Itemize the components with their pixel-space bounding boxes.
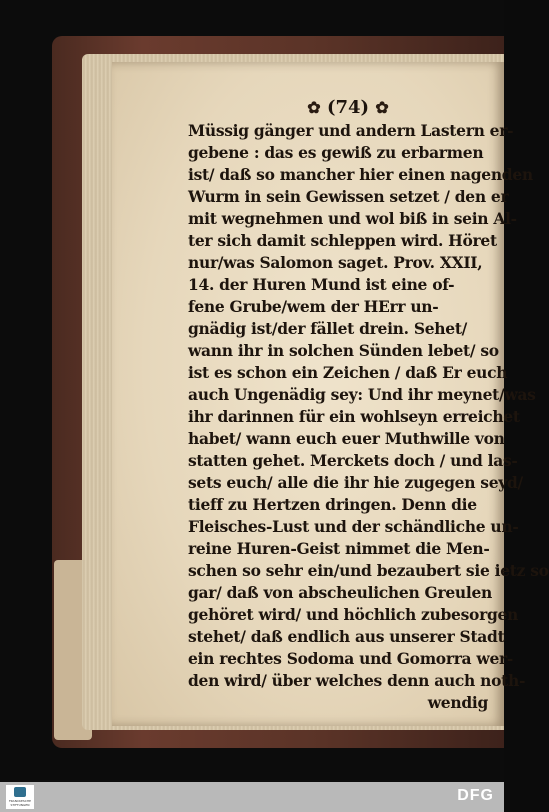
text-line: ist/ daß so mancher hier einen nagenden (188, 165, 533, 184)
text-line: mit wegnehmen und wol biß in sein Al- (188, 209, 517, 228)
text-line: wendig (427, 693, 488, 712)
text-line: den wird/ über welches denn auch noth- (188, 671, 526, 690)
library-logo-text: FRANCKESCHE STIFTUNGEN (8, 799, 32, 807)
text-line: ihr darinnen für ein wohlseyn erreichet (188, 407, 520, 426)
library-logo-icon (14, 787, 26, 797)
page-number: (74) (326, 97, 370, 118)
page-text (188, 96, 549, 714)
text-line: ein rechtes Sodoma und Gomorra wer- (188, 649, 514, 668)
text-line: nur/was Salomon saget. Prov. XXII, (188, 253, 483, 272)
text-line: schen so sehr ein/und bezaubert sie ietz so (188, 561, 549, 580)
text-line: fene Grube/wem der HErr un- (188, 297, 439, 316)
text-line: 14. der Huren Mund ist eine of- (188, 275, 455, 294)
ornament-right-icon: ✿ (375, 98, 389, 117)
text-line: Müssig gänger und andern Lastern er- (188, 121, 514, 140)
viewer-footer (0, 782, 504, 812)
text-line: Fleisches-Lust und der schändliche un- (188, 517, 519, 536)
text-line: sets euch/ alle die ihr hie zugegen seyd/ (188, 473, 523, 492)
text-line: Wurm in sein Gewissen setzet / den er (188, 187, 509, 206)
text-line: statten gehet. Merckets doch / und las- (188, 451, 518, 470)
text-line: gnädig ist/der fället drein. Sehet/ (188, 319, 468, 338)
text-line: gehöret wird/ und höchlich zubesorgen (188, 605, 519, 624)
text-line: tieff zu Hertzen dringen. Denn die (188, 495, 477, 514)
text-line: gar/ daß von abscheulichen Greulen (188, 583, 492, 602)
page-header (208, 96, 488, 120)
text-line: reine Huren-Geist nimmet die Men- (188, 539, 490, 558)
ornament-left-icon: ✿ (307, 98, 321, 117)
text-line: gebene : das es gewiß zu erbarmen (188, 143, 484, 162)
text-line: habet/ wann euch euer Muthwille von (188, 429, 505, 448)
library-logo[interactable] (6, 785, 34, 809)
text-lines (188, 120, 549, 714)
text-line: ist es schon ein Zeichen / daß Er euch (188, 363, 508, 382)
dfg-logo[interactable]: DFG (457, 787, 494, 804)
text-line: wann ihr in solchen Sünden lebet/ so (188, 341, 499, 360)
text-line: auch Ungenädig sey: Und ihr meynet/was (188, 385, 536, 404)
text-line: stehet/ daß endlich aus unserer Stadt (188, 627, 505, 646)
text-line: ter sich damit schleppen wird. Höret (188, 231, 497, 250)
